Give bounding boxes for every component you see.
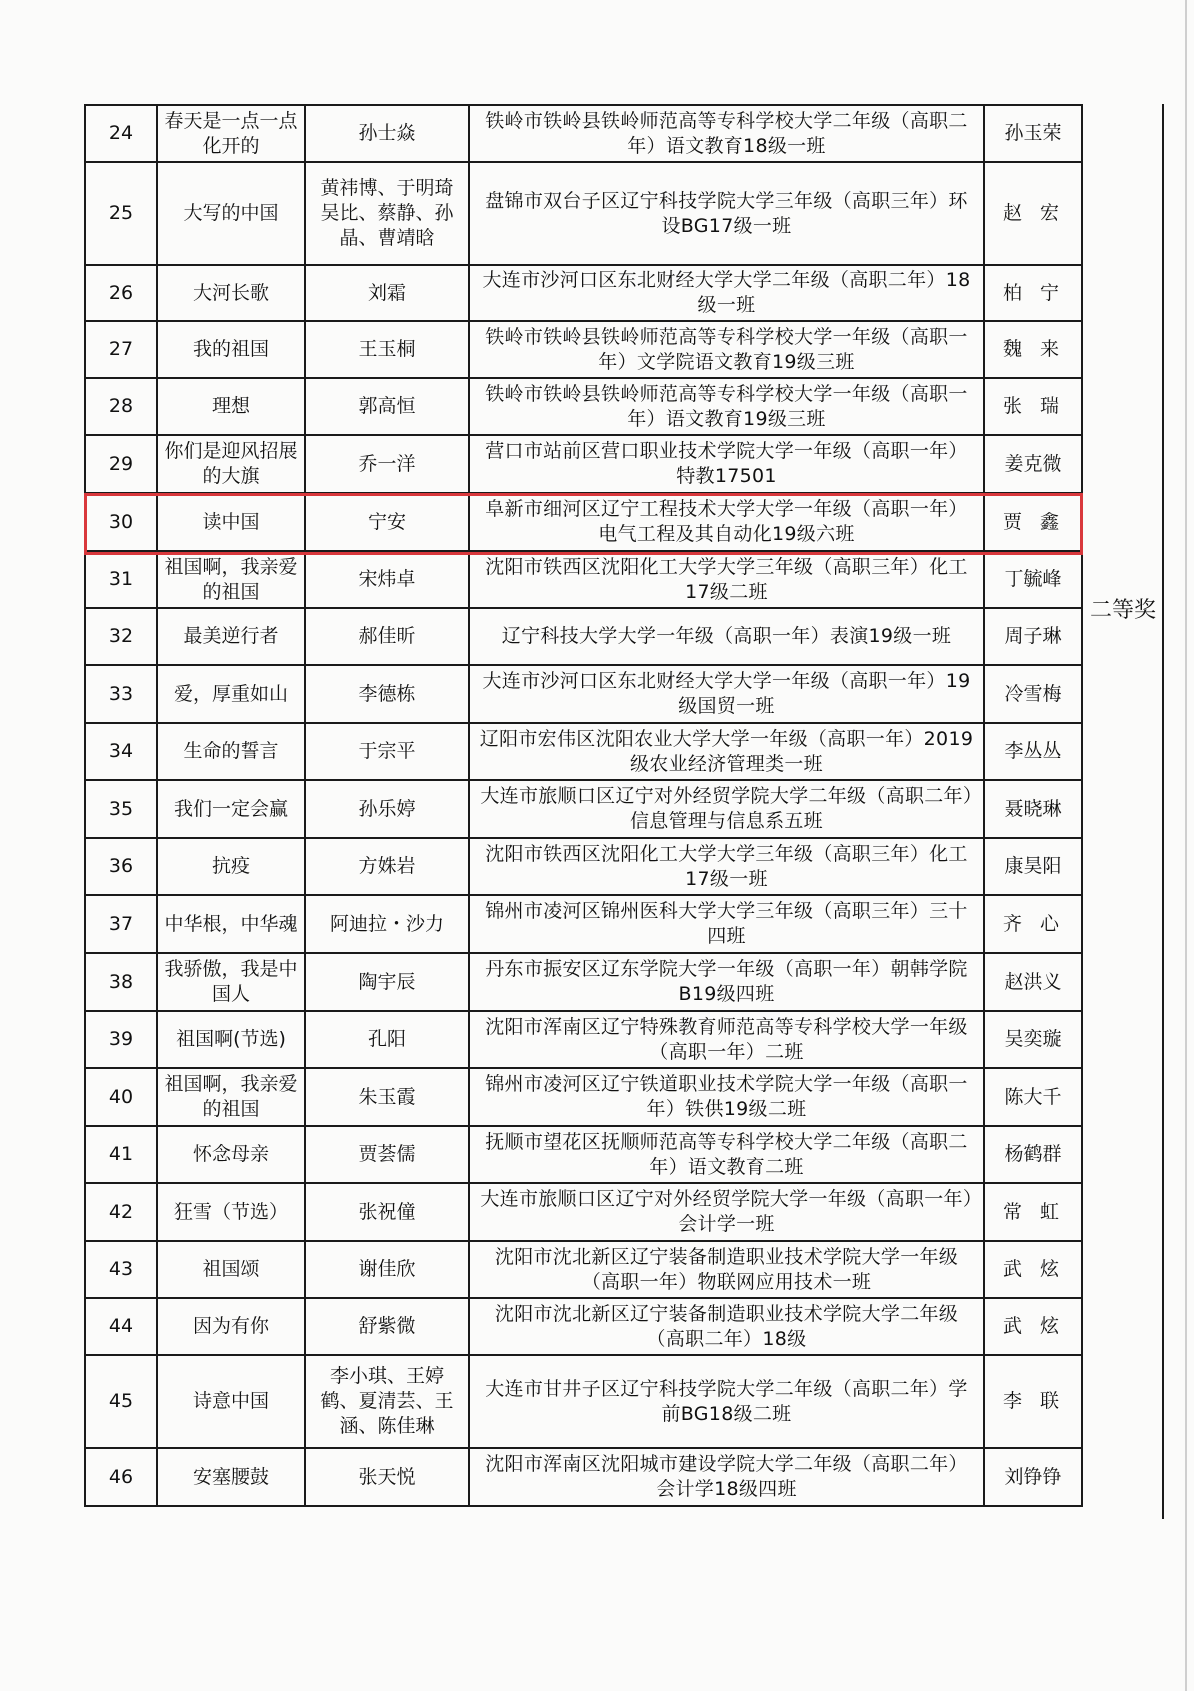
row-number: 40 xyxy=(85,1068,157,1126)
instructor-name: 丁毓峰 xyxy=(984,551,1082,608)
table-row xyxy=(85,105,1082,162)
participant-names: 李德栋 xyxy=(305,665,469,723)
work-title: 最美逆行者 xyxy=(157,608,305,665)
participant-names: 阿迪拉・沙力 xyxy=(305,895,469,953)
school-class: 大连市甘井子区辽宁科技学院大学二年级（高职二年）学前BG18级二班 xyxy=(469,1355,984,1448)
work-title: 怀念母亲 xyxy=(157,1126,305,1183)
instructor-name: 吴奕璇 xyxy=(984,1011,1082,1068)
row-number: 41 xyxy=(85,1126,157,1183)
table-row xyxy=(85,435,1082,493)
row-number: 43 xyxy=(85,1241,157,1298)
school-class: 抚顺市望花区抚顺师范高等专科学校大学二年级（高职二年）语文教育二班 xyxy=(469,1126,984,1183)
instructor-name: 孙玉荣 xyxy=(984,105,1082,162)
table-row xyxy=(85,1126,1082,1183)
instructor-name: 聂晓琳 xyxy=(984,780,1082,838)
instructor-name: 武炫 xyxy=(984,1298,1082,1355)
participant-names: 宋炜卓 xyxy=(305,551,469,608)
instructor-name: 魏来 xyxy=(984,321,1082,378)
school-class: 辽阳市宏伟区沈阳农业大学大学一年级（高职一年）2019级农业经济管理类一班 xyxy=(469,723,984,780)
participant-names: 张天悦 xyxy=(305,1448,469,1506)
school-class: 沈阳市浑南区辽宁特殊教育师范高等专科学校大学一年级（高职一年）二班 xyxy=(469,1011,984,1068)
participant-names: 孙士焱 xyxy=(305,105,469,162)
row-number: 32 xyxy=(85,608,157,665)
work-title: 我的祖国 xyxy=(157,321,305,378)
table-row xyxy=(85,1011,1082,1068)
work-title: 我骄傲，我是中国人 xyxy=(157,953,305,1011)
table-row xyxy=(85,895,1082,953)
work-title: 因为有你 xyxy=(157,1298,305,1355)
table-row xyxy=(85,1241,1082,1298)
work-title: 祖国啊(节选) xyxy=(157,1011,305,1068)
participant-names: 方姝岩 xyxy=(305,838,469,895)
row-number: 33 xyxy=(85,665,157,723)
school-class: 大连市旅顺口区辽宁对外经贸学院大学二年级（高职二年）信息管理与信息系五班 xyxy=(469,780,984,838)
participant-names: 陶宇辰 xyxy=(305,953,469,1011)
row-number: 24 xyxy=(85,105,157,162)
award-list-table xyxy=(84,104,1083,1507)
participant-names: 郝佳昕 xyxy=(305,608,469,665)
participant-names: 贾荟儒 xyxy=(305,1126,469,1183)
school-class: 营口市站前区营口职业技术学院大学一年级（高职一年）特教17501 xyxy=(469,435,984,493)
instructor-name: 齐心 xyxy=(984,895,1082,953)
school-class: 铁岭市铁岭县铁岭师范高等专科学校大学一年级（高职一年）文学院语文教育19级三班 xyxy=(469,321,984,378)
school-class: 铁岭市铁岭县铁岭师范高等专科学校大学二年级（高职二年）语文教育18级一班 xyxy=(469,105,984,162)
table-row xyxy=(85,665,1082,723)
work-title: 大写的中国 xyxy=(157,162,305,265)
table-row xyxy=(85,321,1082,378)
instructor-name: 姜克微 xyxy=(984,435,1082,493)
table-row xyxy=(85,608,1082,665)
instructor-name: 李丛丛 xyxy=(984,723,1082,780)
instructor-name: 张瑞 xyxy=(984,378,1082,435)
row-number: 35 xyxy=(85,780,157,838)
instructor-name: 常虹 xyxy=(984,1183,1082,1241)
row-number: 25 xyxy=(85,162,157,265)
school-class: 锦州市凌河区辽宁铁道职业技术学院大学一年级（高职一年）铁供19级二班 xyxy=(469,1068,984,1126)
work-title: 你们是迎风招展的大旗 xyxy=(157,435,305,493)
participant-names: 宁安 xyxy=(305,493,469,551)
work-title: 中华根，中华魂 xyxy=(157,895,305,953)
row-number: 44 xyxy=(85,1298,157,1355)
participant-names: 乔一洋 xyxy=(305,435,469,493)
school-class: 大连市沙河口区东北财经大学大学二年级（高职二年）18级一班 xyxy=(469,265,984,321)
participant-names: 谢佳欣 xyxy=(305,1241,469,1298)
participant-names: 郭高恒 xyxy=(305,378,469,435)
instructor-name: 贾鑫 xyxy=(984,493,1082,551)
work-title: 读中国 xyxy=(157,493,305,551)
school-class: 锦州市凌河区锦州医科大学大学三年级（高职三年）三十四班 xyxy=(469,895,984,953)
school-class: 辽宁科技大学大学一年级（高职一年）表演19级一班 xyxy=(469,608,984,665)
work-title: 狂雪（节选） xyxy=(157,1183,305,1241)
award-group-bracket-line xyxy=(1162,104,1164,1519)
table-row xyxy=(85,723,1082,780)
school-class: 沈阳市浑南区沈阳城市建设学院大学二年级（高职二年）会计学18级四班 xyxy=(469,1448,984,1506)
row-number: 28 xyxy=(85,378,157,435)
table-row xyxy=(85,780,1082,838)
row-number: 39 xyxy=(85,1011,157,1068)
row-number: 34 xyxy=(85,723,157,780)
school-class: 沈阳市铁西区沈阳化工大学大学三年级（高职三年）化工17级一班 xyxy=(469,838,984,895)
participant-names: 孙乐婷 xyxy=(305,780,469,838)
instructor-name: 周子琳 xyxy=(984,608,1082,665)
instructor-name: 武炫 xyxy=(984,1241,1082,1298)
work-title: 我们一定会赢 xyxy=(157,780,305,838)
table-row xyxy=(85,378,1082,435)
table-row xyxy=(85,551,1082,608)
row-number: 30 xyxy=(85,493,157,551)
work-title: 大河长歌 xyxy=(157,265,305,321)
participant-names: 王玉桐 xyxy=(305,321,469,378)
participant-names: 朱玉霞 xyxy=(305,1068,469,1126)
table-row xyxy=(85,1448,1082,1506)
award-level-label: 二等奖 xyxy=(1089,598,1156,623)
table-row xyxy=(85,953,1082,1011)
instructor-name: 刘铮铮 xyxy=(984,1448,1082,1506)
work-title: 理想 xyxy=(157,378,305,435)
row-number: 42 xyxy=(85,1183,157,1241)
instructor-name: 康昊阳 xyxy=(984,838,1082,895)
participant-names: 孔阳 xyxy=(305,1011,469,1068)
participant-names: 李小琪、王婷鹤、夏清芸、王涵、陈佳琳 xyxy=(305,1355,469,1448)
row-number: 36 xyxy=(85,838,157,895)
work-title: 祖国颂 xyxy=(157,1241,305,1298)
work-title: 祖国啊，我亲爱的祖国 xyxy=(157,551,305,608)
instructor-name: 柏宁 xyxy=(984,265,1082,321)
instructor-name: 赵宏 xyxy=(984,162,1082,265)
row-number: 38 xyxy=(85,953,157,1011)
table-row xyxy=(85,162,1082,265)
school-class: 大连市沙河口区东北财经大学大学一年级（高职一年）19级国贸一班 xyxy=(469,665,984,723)
school-class: 沈阳市铁西区沈阳化工大学大学三年级（高职三年）化工17级二班 xyxy=(469,551,984,608)
work-title: 抗疫 xyxy=(157,838,305,895)
participant-names: 于宗平 xyxy=(305,723,469,780)
table-row xyxy=(85,1355,1082,1448)
participant-names: 刘霜 xyxy=(305,265,469,321)
school-class: 丹东市振安区辽东学院大学一年级（高职一年）朝韩学院 B19级四班 xyxy=(469,953,984,1011)
instructor-name: 陈大千 xyxy=(984,1068,1082,1126)
work-title: 诗意中国 xyxy=(157,1355,305,1448)
table-row xyxy=(85,838,1082,895)
row-number: 45 xyxy=(85,1355,157,1448)
instructor-name: 杨鹤群 xyxy=(984,1126,1082,1183)
participant-names: 黄祎博、于明琦吴比、蔡静、孙晶、曹靖晗 xyxy=(305,162,469,265)
school-class: 大连市旅顺口区辽宁对外经贸学院大学一年级（高职一年）会计学一班 xyxy=(469,1183,984,1241)
row-number: 26 xyxy=(85,265,157,321)
row-number: 29 xyxy=(85,435,157,493)
table-row xyxy=(85,1298,1082,1355)
school-class: 铁岭市铁岭县铁岭师范高等专科学校大学一年级（高职一年）语文教育19级三班 xyxy=(469,378,984,435)
work-title: 祖国啊，我亲爱的祖国 xyxy=(157,1068,305,1126)
instructor-name: 冷雪梅 xyxy=(984,665,1082,723)
work-title: 生命的誓言 xyxy=(157,723,305,780)
row-number: 37 xyxy=(85,895,157,953)
instructor-name: 李联 xyxy=(984,1355,1082,1448)
work-title: 安塞腰鼓 xyxy=(157,1448,305,1506)
school-class: 盘锦市双台子区辽宁科技学院大学三年级（高职三年）环设BG17级一班 xyxy=(469,162,984,265)
school-class: 阜新市细河区辽宁工程技术大学大学一年级（高职一年）电气工程及其自动化19级六班 xyxy=(469,493,984,551)
row-number: 31 xyxy=(85,551,157,608)
participant-names: 舒紫微 xyxy=(305,1298,469,1355)
school-class: 沈阳市沈北新区辽宁装备制造职业技术学院大学二年级（高职二年）18级 xyxy=(469,1298,984,1355)
table-row xyxy=(85,1183,1082,1241)
work-title: 爱，厚重如山 xyxy=(157,665,305,723)
row-number: 46 xyxy=(85,1448,157,1506)
row-number: 27 xyxy=(85,321,157,378)
table-row xyxy=(85,1068,1082,1126)
participant-names: 张祝僮 xyxy=(305,1183,469,1241)
page-edge xyxy=(1185,0,1187,1691)
work-title: 春天是一点一点化开的 xyxy=(157,105,305,162)
table-row xyxy=(85,493,1082,551)
school-class: 沈阳市沈北新区辽宁装备制造职业技术学院大学一年级（高职一年）物联网应用技术一班 xyxy=(469,1241,984,1298)
instructor-name: 赵洪义 xyxy=(984,953,1082,1011)
table-row xyxy=(85,265,1082,321)
